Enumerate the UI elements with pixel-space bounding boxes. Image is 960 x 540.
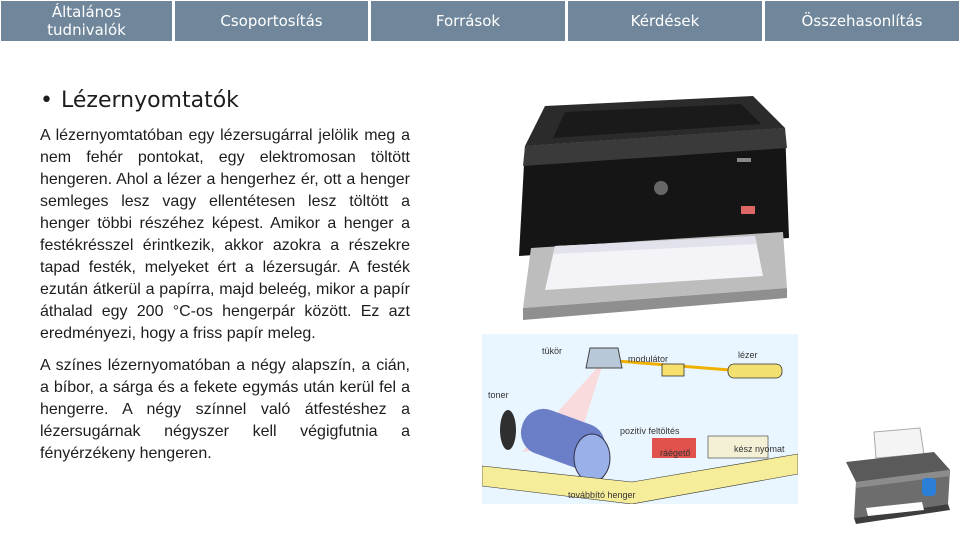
tab-label: Általános tudnivalók	[47, 3, 126, 39]
tab-comparison[interactable]	[764, 0, 960, 42]
tab-label: Források	[435, 12, 501, 30]
label-fusing: ráégető	[660, 448, 691, 458]
laser-printer-image	[505, 88, 795, 328]
tab-grouping[interactable]	[174, 0, 369, 42]
tab-sources[interactable]	[370, 0, 566, 42]
tab-questions[interactable]	[567, 0, 763, 42]
tab-label: Kérdések	[630, 12, 700, 30]
label-mirror: tükör	[542, 346, 563, 356]
tab-label: Összehasonlítás	[801, 12, 923, 30]
bullet-icon: •	[40, 88, 53, 113]
slide-content	[40, 88, 410, 475]
tab-label: Csoportosítás	[220, 12, 323, 30]
laser-principle-diagram	[482, 334, 798, 504]
paragraph-laser-principle: A lézernyomtatóban egy lézersugárral jelölik meg a nem fehér pontokat, egy elektromosan töltött hengeren. Ahol a lézer a hengerhez ér, ott a henger semleges lesz vagy ellentétesen lesz töltött a henger többi részéhez képest. Amikor a henger a festékrésszel érintkezik, akkor azokra a részekre tapad festék, melyeket ért a lézersugár. A festék ezután átkerül a papírra, majd beleég, mikor a papír áthalad egy 200 °C-os hengerpár között. Ez azt eredményezi, hogy a friss papír meleg.	[40, 127, 410, 342]
section-title: Lézernyomtatók	[60, 88, 239, 113]
section-heading	[40, 88, 410, 113]
label-laser: lézer	[738, 350, 758, 360]
paragraph-color-laser: A színes lézernyomatóban a négy alapszín, a cián, a bíbor, a sárga és a fekete egymás után kerül fel a hengerre. A négy színnel való átfestéshez a lézersugárnak négyszer kell végigfutnia a fényérzékeny hengeren.	[40, 357, 410, 462]
label-toner: toner	[488, 390, 509, 400]
top-tab-bar	[0, 0, 960, 44]
printer-icon	[838, 418, 954, 530]
label-modulator: modulátor	[628, 354, 669, 364]
label-finished-paper: kész nyomat	[734, 444, 785, 454]
label-positive-charge: pozitív feltöltés	[620, 426, 680, 436]
label-feed-roller: továbbító henger	[568, 490, 636, 500]
tab-general-info[interactable]	[0, 0, 173, 42]
